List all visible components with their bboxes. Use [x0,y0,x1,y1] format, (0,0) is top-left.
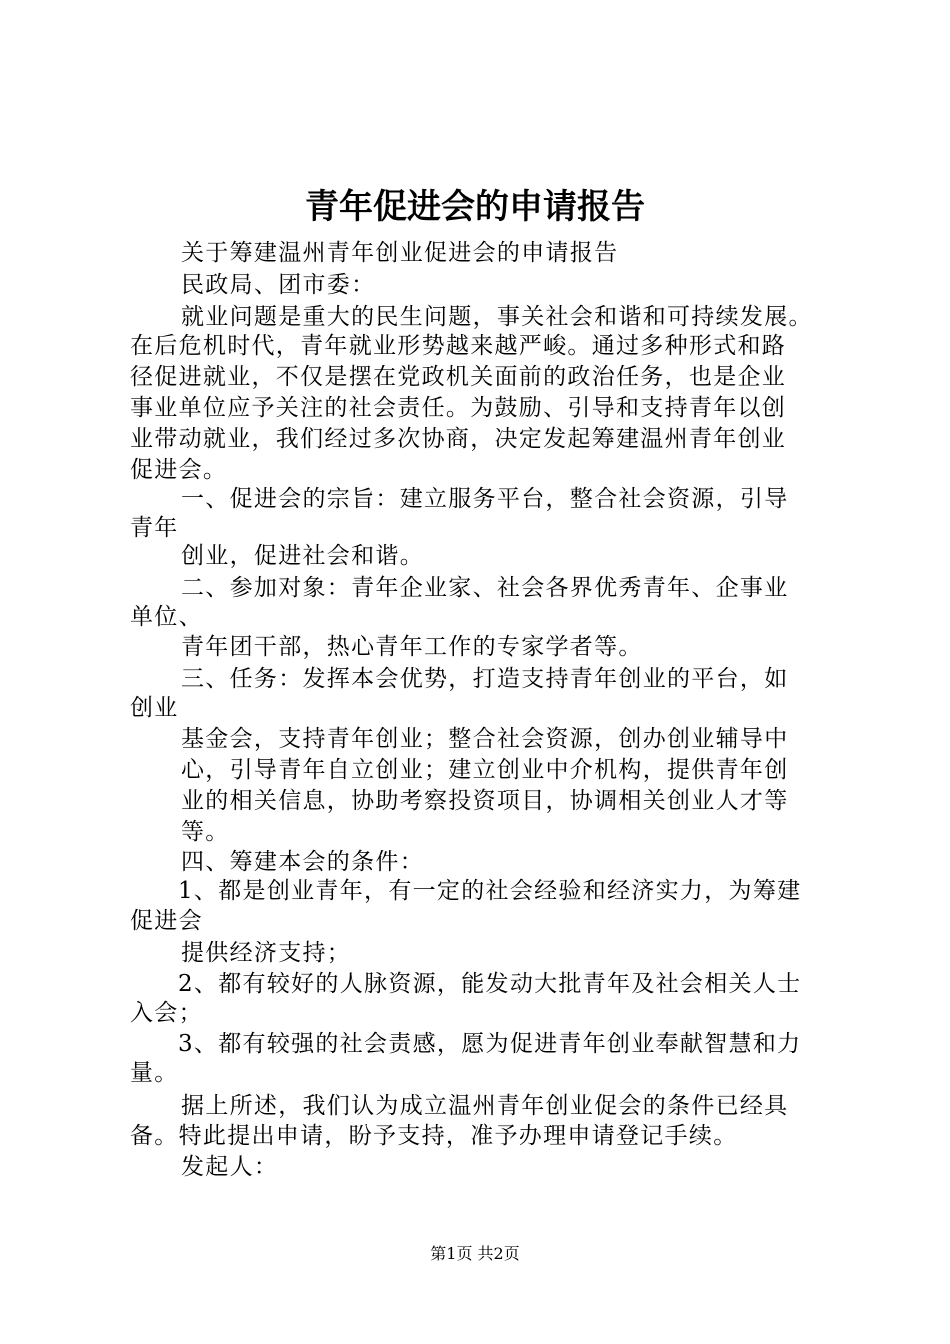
text-line: 青年团干部，热心青年工作的专家学者等。 [181,634,643,660]
text-line: 基金会，支持青年创业；整合社会资源，创办创业辅导中 [181,726,789,752]
text-line: 单位、 [130,604,203,630]
page-footer: 第1页 共2页 [430,1244,520,1263]
text-line: 3、都有较强的社会责感，愿为促进青年创业奉献智慧和力 [178,1031,802,1057]
text-line: 业的相关信息，协助考察投资项目，协调相关创业人才等 [181,788,789,814]
text-line: 发起人： [181,1154,279,1180]
text-line: 据上所述，我们认为成立温州青年创业促会的条件已经具 [181,1093,789,1119]
text-line: 入会； [130,1000,203,1026]
text-line: 径促进就业，不仅是摆在党政机关面前的政治任务，也是企业 [130,364,787,390]
text-line: 心，引导青年自立创业；建立创业中介机构，提供青年创 [181,757,789,783]
text-line: 青年 [130,515,179,541]
text-line: 民政局、团市委： [181,272,376,298]
text-line: 事业单位应予关注的社会责任。为鼓励、引导和支持青年以创 [130,395,787,421]
text-line: 就业问题是重大的民生问题，事关社会和谐和可持续发展。 [181,304,813,330]
text-line: 等。 [181,819,230,845]
text-line: 1、都是创业青年，有一定的社会经验和经济实力，为筹建 [178,878,802,904]
text-line: 四、筹建本会的条件： [181,849,424,875]
text-line: 三、任务：发挥本会优势，打造支持青年创业的平台，如 [181,666,789,692]
text-line: 量。 [130,1060,179,1086]
text-line: 关于筹建温州青年创业促进会的申请报告 [181,240,619,266]
text-line: 2、都有较好的人脉资源，能发动大批青年及社会相关人士 [178,971,802,997]
document-title: 青年促进会的申请报告 [305,187,645,227]
text-line: 提供经济支持； [181,940,352,966]
text-line: 创业 [130,695,179,721]
text-line: 创业，促进社会和谐。 [181,543,424,569]
text-line: 业带动就业，我们经过多次协商，决定发起筹建温州青年创业 [130,426,787,452]
text-line: 二、参加对象：青年企业家、社会各界优秀青年、企事业 [181,575,789,601]
text-line: 备。特此提出申请，盼予支持，准予办理申请登记手续。 [130,1123,738,1149]
text-line: 在后危机时代，青年就业形势越来越严峻。通过多种形式和路 [130,333,787,359]
text-line: 一、促进会的宗旨：建立服务平台，整合社会资源，引导 [181,486,789,512]
text-line: 促进会 [130,908,203,934]
text-line: 促进会。 [130,457,228,483]
